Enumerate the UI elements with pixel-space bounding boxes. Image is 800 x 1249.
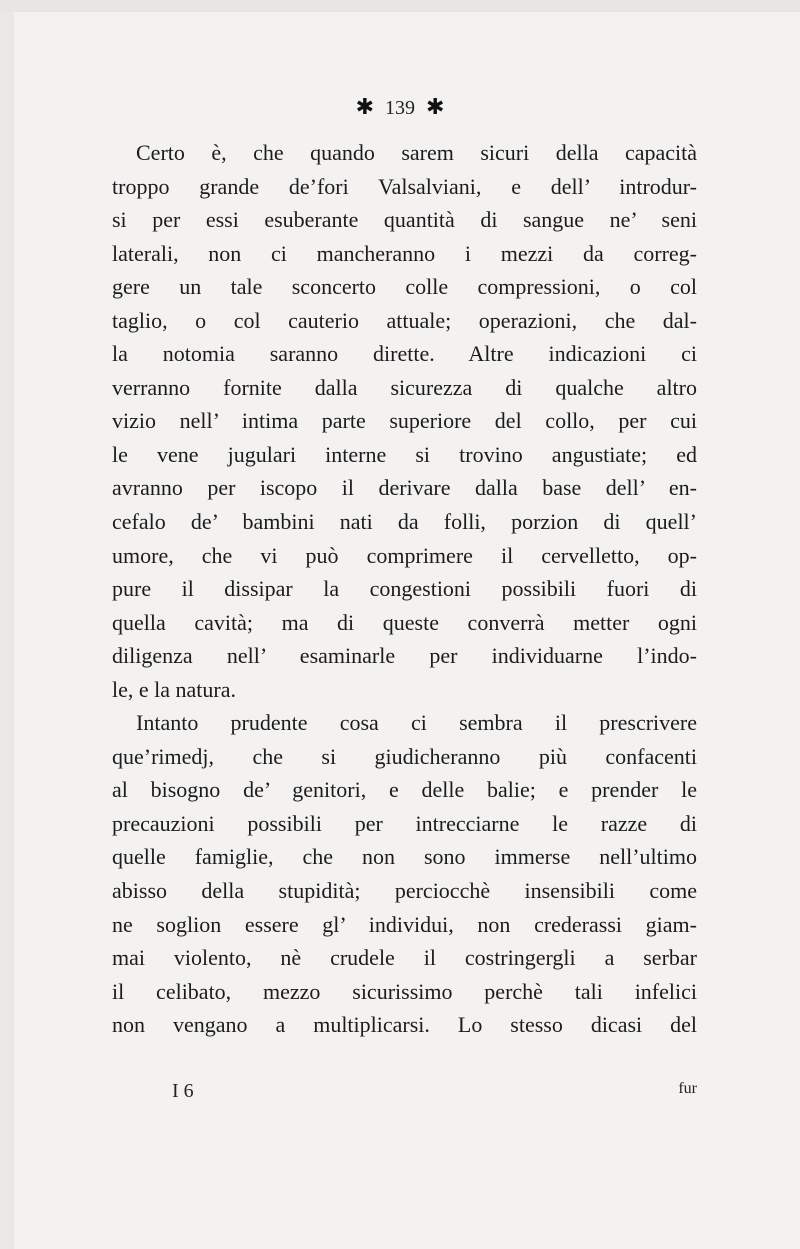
text-line: vizio nell’ intima parte superiore del collo, per cui — [112, 408, 697, 434]
text-line: umore, che vi può comprimere il cervelletto, op- — [112, 542, 697, 568]
text-line: que’rimedj, che si giudicheranno più confacenti — [112, 743, 697, 769]
page-footer — [112, 1080, 697, 1108]
text-line: verranno fornite dalla sicurezza di qualche altro — [112, 374, 697, 400]
text-line: si per essi esuberante quantità di sangue ne’ seni — [112, 207, 697, 233]
text-line: cefalo de’ bambini nati da folli, porzion di quell’ — [112, 509, 697, 535]
text-line: laterali, non ci mancheranno i mezzi da correg- — [112, 240, 697, 266]
text-line: le, e la natura. — [112, 676, 236, 702]
paragraph-1 — [112, 136, 697, 706]
text-line: avranno per iscopo il derivare dalla base dell’ en- — [112, 475, 697, 501]
signature-mark: I 6 — [172, 1080, 194, 1102]
ornament-right-icon: ✱ — [426, 94, 445, 119]
text-line: Certo è, che quando sarem sicuri della capacità — [136, 140, 697, 165]
page-edge-top — [0, 0, 800, 12]
text-line: troppo grande de’fori Valsalviani, e dell’ introdur- — [112, 173, 697, 199]
catchword: fur — [678, 1080, 697, 1097]
page-header — [0, 96, 800, 118]
text-line: diligenza nell’ esaminarle per individuarne l’indo- — [112, 643, 697, 669]
text-line: il celibato, mezzo sicurissimo perchè tali infelici — [112, 978, 697, 1004]
text-line: al bisogno de’ genitori, e delle balie; e prender le — [112, 777, 697, 803]
text-line: quelle famiglie, che non sono immerse nell’ultimo — [112, 844, 697, 870]
text-line: la notomia saranno dirette. Altre indicazioni ci — [112, 341, 697, 367]
text-line: taglio, o col cauterio attuale; operazioni, che dal- — [112, 307, 697, 333]
ornament-left-icon: ✱ — [355, 94, 374, 119]
text-line: mai violento, nè crudele il costringergli a serbar — [112, 945, 697, 971]
text-line: non vengano a multiplicarsi. Lo stesso dicasi del — [112, 1012, 697, 1038]
paragraph-2 — [112, 706, 697, 1041]
text-line: quella cavità; ma di queste converrà metter ogni — [112, 609, 697, 635]
text-line: Intanto prudente cosa ci sembra il prescrivere — [136, 710, 697, 736]
text-line: pure il dissipar la congestioni possibili fuori di — [112, 576, 697, 602]
text-line: gere un tale sconcerto colle compressioni, o col — [112, 274, 697, 300]
text-line: precauzioni possibili per intrecciarne le razze di — [112, 810, 697, 836]
text-line: ne soglion essere gl’ individui, non crederassi giam- — [112, 911, 697, 937]
text-line: abisso della stupidità; perciocchè insensibili come — [112, 878, 697, 904]
text-line: le vene jugulari interne si trovino angustiate; ed — [112, 441, 697, 467]
body-text — [112, 136, 697, 1042]
page-number: 139 — [385, 97, 415, 119]
page-edge-left — [0, 0, 14, 1249]
